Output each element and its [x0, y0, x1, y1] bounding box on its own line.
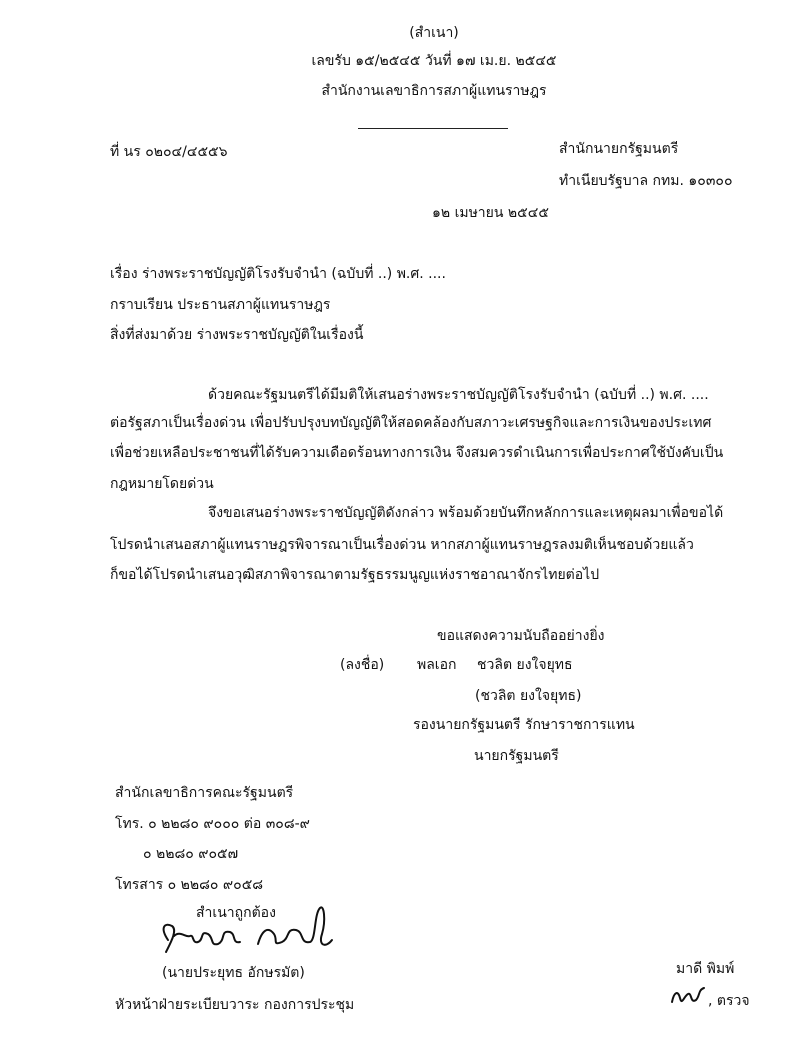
signer-name-parenthesized: (ชวลิต ยงใจยุทธ): [475, 688, 582, 704]
para1-line2: ต่อรัฐสภาเป็นเรื่องด่วน เพื่อปรับปรุงบทบัญญัติให้สอดคล้องกับสภาวะเศรษฐกิจและการเงินของประเทศ: [110, 415, 712, 431]
office-name: สำนักนายกรัฐมนตรี: [559, 141, 679, 157]
signer-name: ชวลิต ยงใจยุทธ: [477, 657, 573, 673]
letter-date: ๑๒ เมษายน ๒๕๔๕: [432, 205, 549, 221]
certified-copy-label: สำเนาถูกต้อง: [196, 905, 276, 921]
signed-label: (ลงชื่อ): [340, 657, 385, 673]
subject-line: เรื่อง ร่างพระราชบัญญัติโรงรับจำนำ (ฉบับที่ ..) พ.ศ. ....: [110, 266, 446, 282]
certifier-position: หัวหน้าฝ่ายระเบียบวาระ กองการประชุม: [115, 997, 355, 1013]
contact-telephone: โทร. ๐ ๒๒๘๐ ๙๐๐๐ ต่อ ๓๐๘-๙: [115, 816, 310, 832]
signer-rank: พลเอก: [417, 657, 457, 673]
certifier-signature: [150, 900, 340, 960]
para2-line3: ก็ขอได้โปรดนำเสนอวุฒิสภาพิจารณาตามรัฐธรรมนูญแห่งราชอาณาจักรไทยต่อไป: [110, 567, 600, 583]
office-address: ทำเนียบรัฐบาล กทม. ๑๐๓๐๐: [559, 173, 733, 189]
signer-title: รองนายกรัฐมนตรี รักษาราชการแทน: [413, 717, 635, 733]
para1-line3: เพื่อช่วยเหลือประชาชนที่ได้รับความเดือดร้อนทางการเงิน จึงสมควรดำเนินการเพื่อประกาศใช้บังคับเป็น: [110, 445, 724, 461]
copy-mark: (สำเนา): [409, 25, 459, 41]
para1-line1: ด้วยคณะรัฐมนตรีได้มีมติให้เสนอร่างพระราชบัญญัติโรงรับจำนำ (ฉบับที่ ..) พ.ศ. ....: [208, 387, 709, 403]
contact-fax: โทรสาร ๐ ๒๒๘๐ ๙๐๕๘: [115, 877, 264, 893]
certifier-name: (นายประยุทธ อักษรมัต): [162, 965, 305, 981]
enclosure-line: สิ่งที่ส่งมาด้วย ร่างพระราชบัญญัติในเรื่องนี้: [110, 327, 364, 343]
reference-number: ที่ นร ๐๒๐๔/๔๕๕๖: [110, 144, 228, 160]
checker-initials: [668, 982, 710, 1012]
checked-note: , ตรวจ: [708, 993, 750, 1009]
para2-line1: จึงขอเสนอร่างพระราชบัญญัติดังกล่าว พร้อมด้วยบันทึกหลักการและเหตุผลมาเพื่อขอได้: [208, 505, 724, 521]
para2-line2: โปรดนำเสนอสภาผู้แทนราษฎรพิจารณาเป็นเรื่องด่วน หากสภาผู้แทนราษฎรลงมติเห็นชอบด้วยแล้ว: [110, 537, 694, 553]
receipt-line: เลขรับ ๑๕/๒๕๔๕ วันที่ ๑๗ เม.ย. ๒๕๔๕: [311, 53, 557, 69]
para1-line4: กฎหมายโดยด่วน: [110, 476, 214, 492]
contact-telephone-2: ๐ ๒๒๘๐ ๙๐๕๗: [143, 846, 239, 862]
header-divider: [358, 128, 508, 129]
signer-title-2: นายกรัฐมนตรี: [474, 748, 559, 764]
typist-note: มาดี พิมพ์: [676, 961, 735, 977]
contact-office: สำนักเลขาธิการคณะรัฐมนตรี: [115, 785, 294, 801]
salutation-line: กราบเรียน ประธานสภาผู้แทนราษฎร: [110, 297, 331, 313]
receiving-office: สำนักงานเลขาธิการสภาผู้แทนราษฎร: [321, 83, 547, 99]
closing-regards: ขอแสดงความนับถืออย่างยิ่ง: [437, 628, 605, 644]
